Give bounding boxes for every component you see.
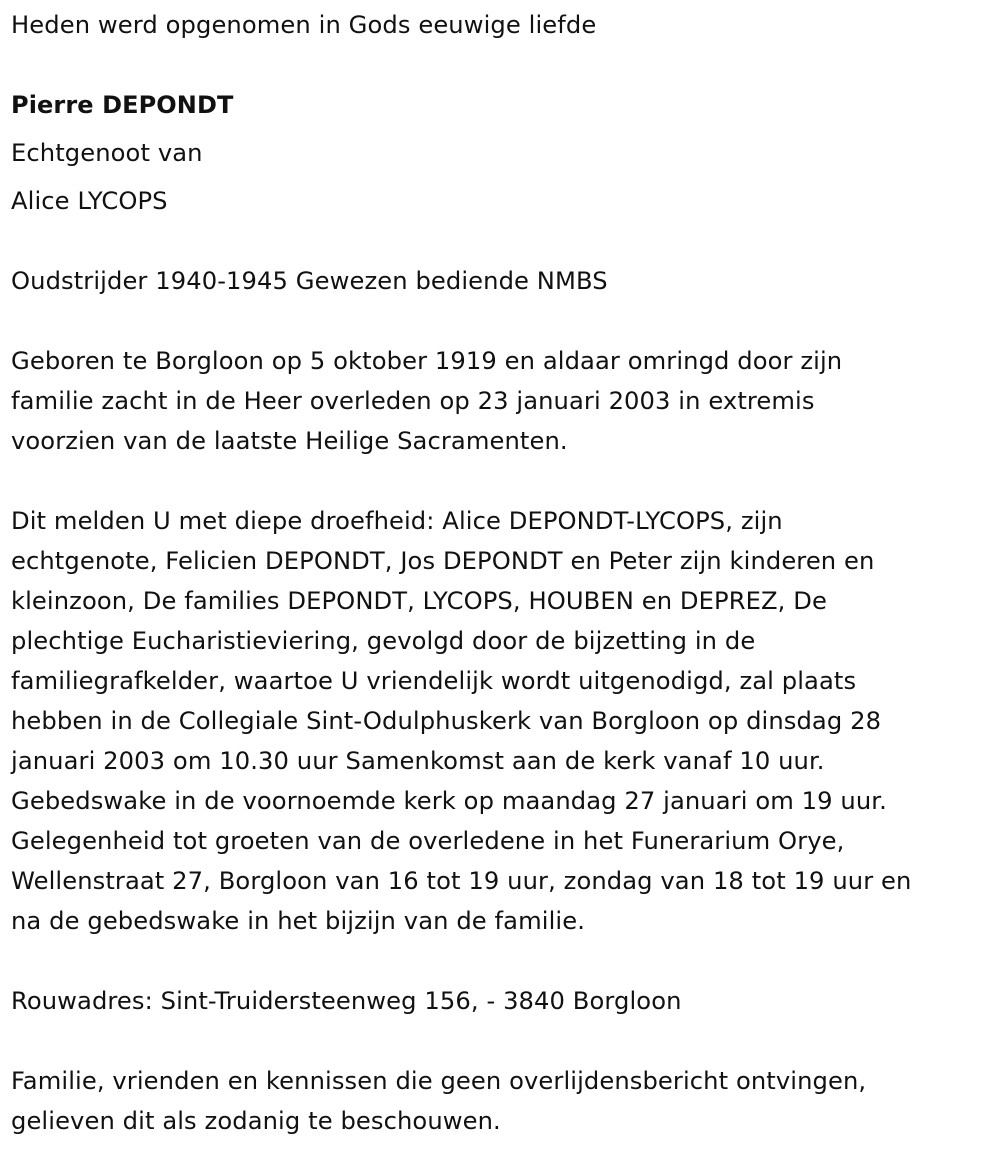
closing-line: Familie, vrienden en kennissen die geen overlijdensbericht ontvingen, bbox=[11, 1067, 867, 1095]
announcement-line: familiegrafkelder, waartoe U vriendelijk wordt uitgenodigd, zal plaats bbox=[11, 667, 857, 695]
occupation-text: Oudstrijder 1940-1945 Gewezen bediende NMBS bbox=[11, 267, 608, 295]
intro-text: Heden werd opgenomen in Gods eeuwige liefde bbox=[11, 11, 597, 39]
announcement-line: hebben in de Collegiale Sint-Odulphuskerk van Borgloon op dinsdag 28 bbox=[11, 707, 882, 735]
announcement-line: na de gebedswake in het bijzijn van de familie. bbox=[11, 907, 585, 935]
deceased-name: Pierre DEPONDT bbox=[11, 91, 234, 119]
announcement-line: januari 2003 om 10.30 uur Samenkomst aan de kerk vanaf 10 uur. bbox=[11, 747, 825, 775]
announcement-line: Dit melden U met diepe droefheid: Alice DEPONDT-LYCOPS, zijn bbox=[11, 507, 783, 535]
announcement-line: Gelegenheid tot groeten van de overledene in het Funerarium Orye, bbox=[11, 827, 845, 855]
birth-line: Geboren te Borgloon op 5 oktober 1919 en aldaar omringd door zijn bbox=[11, 347, 843, 375]
mourning-address: Rouwadres: Sint-Truidersteenweg 156, - 3840 Borgloon bbox=[11, 987, 682, 1015]
closing-line: gelieven dit als zodanig te beschouwen. bbox=[11, 1107, 501, 1135]
announcement-line: Gebedswake in de voornoemde kerk op maandag 27 januari om 19 uur. bbox=[11, 787, 887, 815]
spacer bbox=[11, 225, 986, 261]
birth-line: familie zacht in de Heer overleden op 23 januari 2003 in extremis bbox=[11, 387, 815, 415]
spacer bbox=[11, 301, 986, 341]
obituary-notice bbox=[11, 5, 986, 1141]
spouse-prefix: Echtgenoot van bbox=[11, 139, 203, 167]
announcement-line: echtgenote, Felicien DEPONDT, Jos DEPONDT en Peter zijn kinderen en bbox=[11, 547, 875, 575]
birth-line: voorzien van de laatste Heilige Sacramenten. bbox=[11, 427, 568, 455]
closing-paragraph bbox=[11, 1061, 986, 1141]
announcement-line: plechtige Eucharistieviering, gevolgd door de bijzetting in de bbox=[11, 627, 756, 655]
announcement-line: Wellenstraat 27, Borgloon van 16 tot 19 uur, zondag van 18 tot 19 uur en bbox=[11, 867, 912, 895]
spacer bbox=[11, 941, 986, 981]
spacer bbox=[11, 1021, 986, 1061]
announcement-paragraph bbox=[11, 501, 986, 941]
announcement-line: kleinzoon, De families DEPONDT, LYCOPS, HOUBEN en DEPREZ, De bbox=[11, 587, 827, 615]
spouse-name: Alice LYCOPS bbox=[11, 187, 168, 215]
spacer bbox=[11, 461, 986, 501]
spacer bbox=[11, 45, 986, 81]
birth-paragraph bbox=[11, 341, 986, 461]
